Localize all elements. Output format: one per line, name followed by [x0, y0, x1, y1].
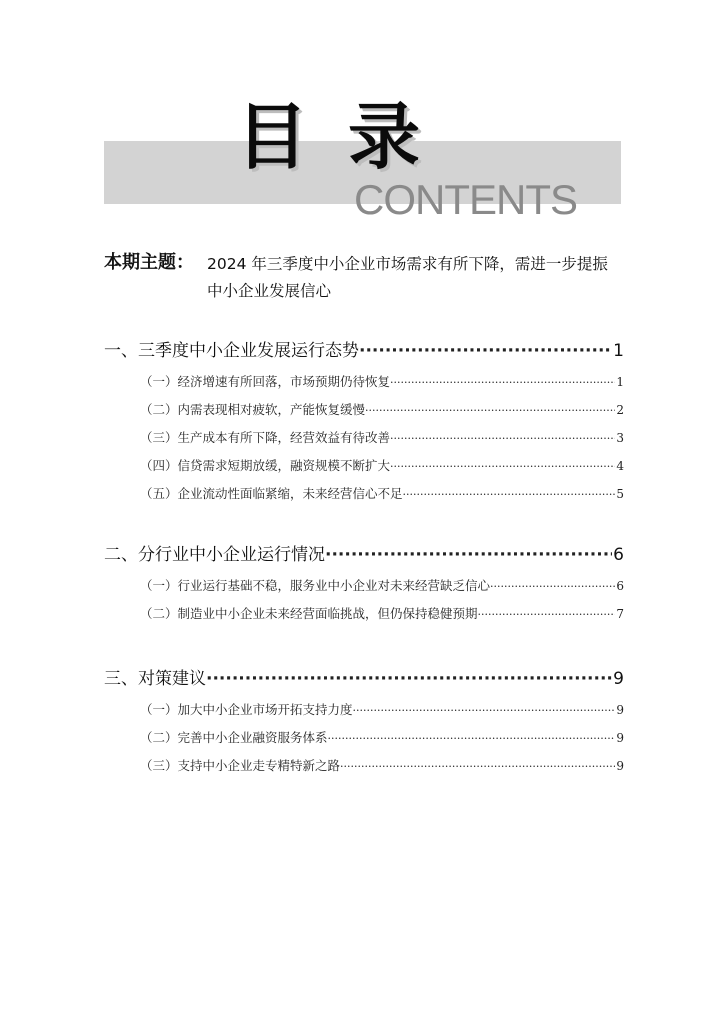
toc-entry-title: （二）制造业中小企业未来经营面临挑战，但仍保持稳健预期 — [140, 606, 478, 621]
toc-entry-title: （五）企业流动性面临紧缩，未来经营信心不足 — [140, 486, 403, 501]
toc-entry-title: （二）完善中小企业融资服务体系 — [140, 730, 328, 745]
toc-entry-title: （三）支持中小企业走专精特新之路 — [140, 758, 341, 773]
toc-entry[interactable] — [104, 452, 624, 480]
leader-dots — [390, 453, 615, 481]
leader-dots — [353, 697, 616, 725]
toc-entry[interactable] — [104, 752, 624, 780]
toc-page-number: 1 — [613, 341, 624, 361]
toc-page-number: 2 — [616, 403, 624, 417]
toc-section — [104, 668, 624, 780]
leader-dots — [206, 668, 612, 690]
toc-page-number: 5 — [616, 487, 624, 501]
toc-entry-title: （二）内需表现相对疲软，产能恢复缓慢 — [140, 402, 366, 417]
toc-entry[interactable] — [104, 724, 624, 752]
toc-page-number: 7 — [616, 607, 624, 621]
toc-entry[interactable] — [104, 696, 624, 724]
leader-dots — [340, 753, 615, 781]
toc-page-number: 9 — [616, 703, 624, 717]
toc-section-title: 三、对策建议 — [104, 669, 206, 689]
section-spacer — [104, 508, 624, 544]
issue-theme — [104, 250, 624, 310]
toc-entry-title: （一）加大中小企业市场开拓支持力度 — [140, 702, 353, 717]
toc-entry[interactable] — [104, 368, 624, 396]
toc-section-heading[interactable] — [104, 340, 624, 362]
table-of-contents — [104, 340, 624, 780]
leader-dots — [490, 573, 615, 601]
toc-section — [104, 340, 624, 508]
page-subtitle: CONTENTS — [354, 176, 577, 223]
toc-page-number: 1 — [616, 375, 624, 389]
theme-text: 2024 年三季度中小企业市场需求有所下降，需进一步提振中小企业发展信心 — [207, 255, 608, 300]
toc-page-number: 4 — [616, 459, 624, 473]
toc-section-title: 二、分行业中小企业运行情况 — [104, 545, 325, 565]
page-title: 目录 — [236, 94, 461, 179]
toc-entry-title: （三）生产成本有所下降，经营效益有待改善 — [140, 430, 391, 445]
toc-page-number: 3 — [616, 431, 624, 445]
toc-page-number: 9 — [616, 731, 624, 745]
leader-dots — [325, 544, 612, 566]
toc-entry-title: （四）信贷需求短期放缓，融资规模不断扩大 — [140, 458, 391, 473]
toc-section-title: 一、三季度中小企业发展运行态势 — [104, 341, 359, 361]
toc-page-number: 6 — [613, 545, 624, 565]
leader-dots — [390, 369, 615, 397]
toc-page-number: 9 — [613, 669, 624, 689]
leader-dots — [390, 425, 615, 453]
section-spacer — [104, 628, 624, 668]
leader-dots — [359, 340, 612, 362]
toc-page-number: 9 — [616, 759, 624, 773]
toc-entry-title: （一）行业运行基础不稳，服务业中小企业对未来经营缺乏信心 — [140, 578, 491, 593]
toc-entry[interactable] — [104, 572, 624, 600]
toc-page-number: 6 — [616, 579, 624, 593]
toc-section-heading[interactable] — [104, 544, 624, 566]
toc-entry[interactable] — [104, 424, 624, 452]
toc-entry[interactable] — [104, 600, 624, 628]
toc-entry[interactable] — [104, 480, 624, 508]
leader-dots — [478, 601, 616, 629]
leader-dots — [328, 725, 616, 753]
toc-section — [104, 544, 624, 628]
toc-entry-title: （一）经济增速有所回落，市场预期仍待恢复 — [140, 374, 391, 389]
toc-section-heading[interactable] — [104, 668, 624, 690]
leader-dots — [365, 397, 615, 425]
theme-label: 本期主题： — [104, 252, 194, 273]
leader-dots — [403, 481, 616, 509]
toc-entry[interactable] — [104, 396, 624, 424]
